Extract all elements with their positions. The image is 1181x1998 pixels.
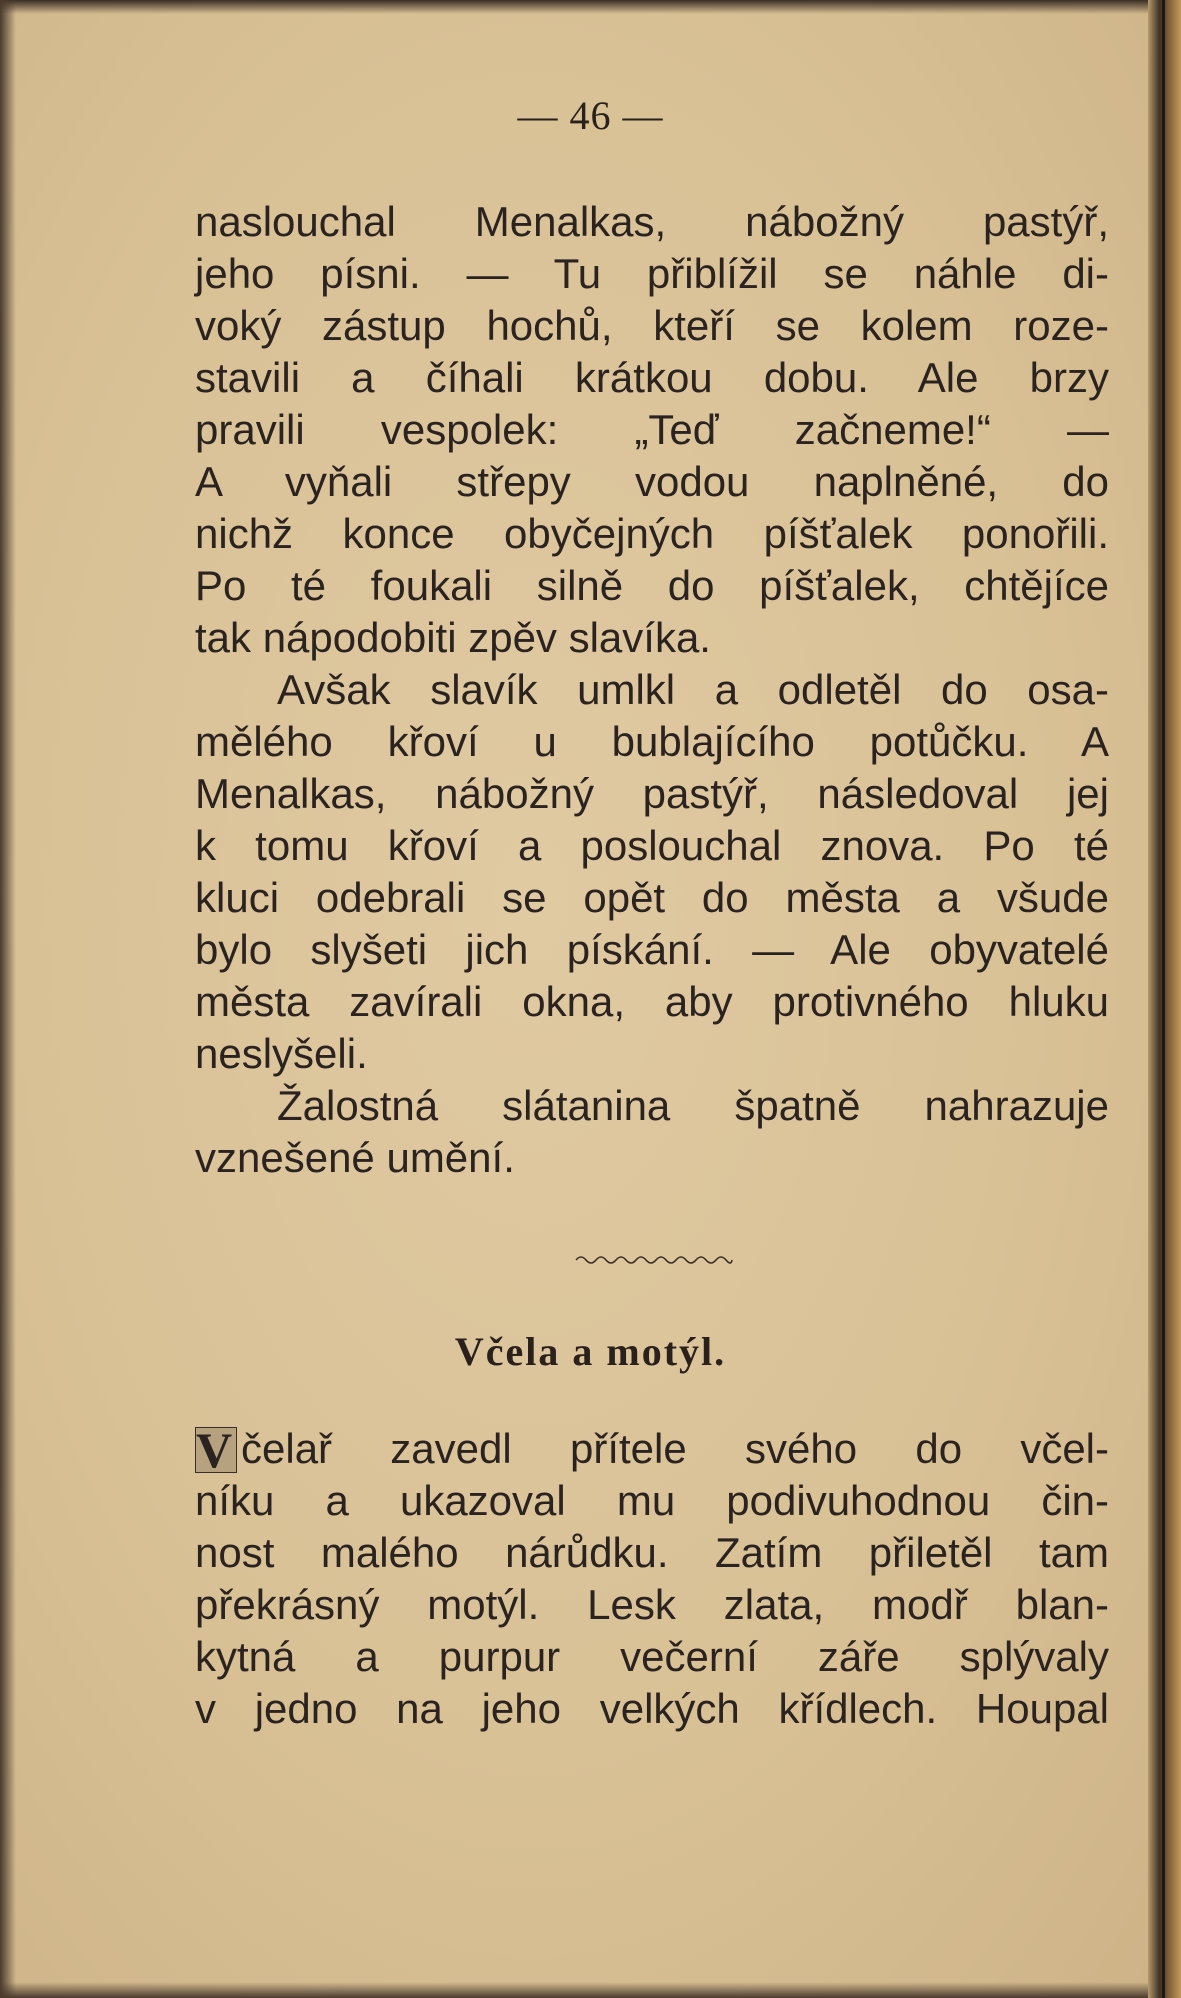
text-line-first (195, 1422, 1109, 1478)
text-line: jeho písni. — Tu přiblížil se náhle di- (195, 250, 1109, 297)
text-line: kytná a purpur večerní záře splývaly (195, 1633, 1109, 1680)
text-line: neslyšeli. (195, 1030, 368, 1077)
text-line: A vyňali střepy vodou naplněné, do (195, 458, 1109, 505)
story-text-continued (195, 196, 1109, 1184)
text-line: města zavírali okna, aby protivného hluku (195, 978, 1109, 1025)
paragraph-3 (195, 1080, 1109, 1184)
text-line: nost malého nárůdku. Zatím přiletěl tam (195, 1529, 1109, 1576)
text-line: kluci odebrali se opět do města a všude (195, 874, 1109, 921)
book-gutter-line (1162, 0, 1165, 1998)
text-line: bylo slyšeti jich pískání. — Ale obyvatelé (195, 926, 1109, 973)
page-number: — 46 — (517, 93, 664, 138)
text-line: mělého křoví u bublajícího potůčku. A (195, 718, 1109, 765)
text-line: nichž konce obyčejných píšťalek ponořili. (195, 510, 1109, 557)
text-line: vznešené umění. (195, 1134, 515, 1181)
text-line: Menalkas, nábožný pastýř, následoval jej (195, 770, 1109, 817)
paragraph-2 (195, 664, 1109, 1080)
paragraph-1 (195, 196, 1109, 664)
story-text-new (195, 1423, 1109, 1735)
text-line: Žalostná slátanina špatně nahrazuje (277, 1082, 1109, 1129)
text-line: níku a ukazoval mu podivuhodnou čin- (195, 1477, 1109, 1524)
text-line: Avšak slavík umlkl a odletěl do osa- (277, 666, 1109, 713)
text-line: Po té foukali silně do píšťalek, chtějíce (195, 562, 1109, 609)
text-line: v jedno na jeho velkých křídlech. Houpal (195, 1685, 1109, 1732)
text-line: voký zástup hochů, kteří se kolem roze- (195, 302, 1109, 349)
page-top-shadow (0, 0, 1181, 14)
wavy-divider-ornament (574, 1252, 734, 1268)
text-line: naslouchal Menalkas, nábožný pastýř, (195, 198, 1109, 245)
page-bottom-shadow (0, 1982, 1181, 1998)
text-line: čelař zavedl přítele svého do včel- (241, 1425, 1109, 1472)
text-line: tak nápodobiti zpěv slavíka. (195, 614, 711, 661)
text-line: pravili vespolek: „Teď začneme!“ — (195, 406, 1109, 453)
page-left-shadow (0, 0, 16, 1998)
section-heading: Včela a motýl. (454, 1329, 727, 1374)
decorative-initial-letter: V (195, 1427, 237, 1473)
text-line: k tomu křoví a poslouchal znova. Po té (195, 822, 1109, 869)
text-line: stavili a číhali krátkou dobu. Ale brzy (195, 354, 1109, 401)
text-line: překrásný motýl. Lesk zlata, modř blan- (195, 1581, 1109, 1628)
